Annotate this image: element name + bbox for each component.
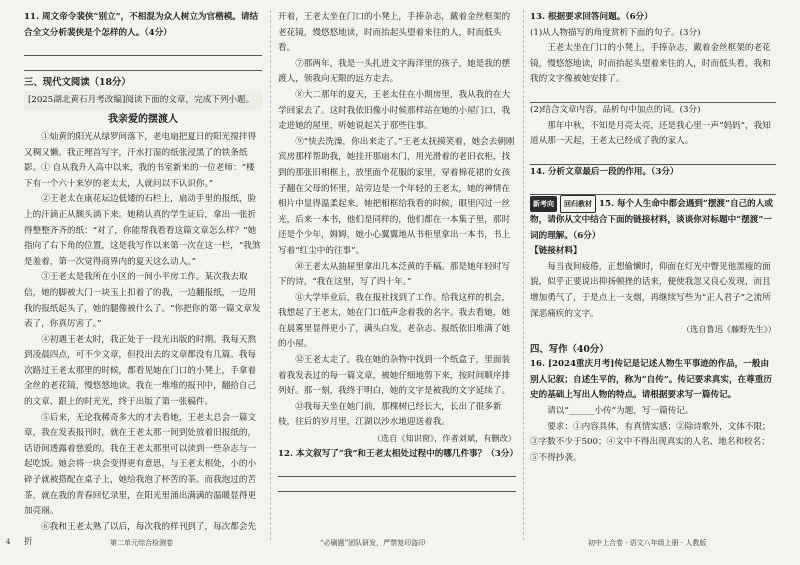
- column-left: [24, 10, 262, 551]
- column-right: [530, 10, 776, 466]
- answer-line: [24, 56, 262, 71]
- new-direction-tag: 新考向: [530, 196, 557, 212]
- paragraph: ⑬我每天坐在她门前，那棵树已经长大，长出了很多新枝，往后的岁月里，江湖以沙水地迎送着我。: [278, 401, 502, 428]
- answer-line: [530, 150, 776, 165]
- link-text: 每当夜间疲倦，正想偷懒时，仰面在灯光中瞥见他黑瘦的面貌，似乎正要说出抑扬顿挫的话来，便使我忽又良心发现，而且增加勇气了，于是点上一支烟，再继续写些为“正人君子”之流所深恶痛疾的文字。: [530, 261, 771, 319]
- answer-line: [278, 477, 516, 492]
- footer-middle: “必刷题”团队研发，严禁复印盗印: [320, 539, 426, 547]
- paragraph: ②王老太在康花坛边低矮的石栏上，扇动手里的报纸，脸上的汗滴正从额头淌下来。她稍认真的学生证后，拿出一张折得整整齐齐的纸：“对了，你能帮我看看这篇文章怎么样？”她指向了右下角的位置，这是我写作以来第一次在这一栏，“我煞是羞着，第一次觉得商界内的夏天这么动人。”: [24, 194, 261, 267]
- column-divider: [270, 10, 271, 540]
- question-15-text: 15. 每个人生命中都会遇到“摆渡”自己的人或物，请你从文中结合下面的链接材料，谈谈你对标题中“摆渡”一词的理解。（6分）: [530, 199, 773, 241]
- writing-requirements: 要求：①内容具体，有真情实感；②除诗歌外，文体不限；③字数不少于500；④文中不得出现真实的人名、地名和校名；⑤不得抄袭。: [530, 421, 771, 463]
- paragraph: ④初遇王老太时，我正处于一段光出版的时期。我每天熬到凌晨四点，可不少文章，但投出去的文章都没有几篇。我每次路过王老太那里的时候，都看见她在门口的小凳上，手拿着全丝的老花镜，慢悠悠地读。我在一堆堆的报刊中，翻拾自己的文章、跟上的时光光，终于出版了第一张稿件。: [24, 334, 257, 408]
- question-16: 16. [2024重庆月考]传记是记述人物生平事迹的作品，一般由别人记叙；自述生平的，称为“自传”。传记要求真实，在尊重历史的基础上写出人物的特点。请根据要求写一篇传记。: [530, 359, 772, 401]
- section-heading: 三、现代文阅读（18分）: [24, 77, 131, 89]
- paragraph: ③王老太是我所在小区的一间小平房工作。某次我去取信，她的脚被大门一块玉上扣着了的我，一边翻报纸，一边用我的报纸起头了，她的腿像被什么了。“你把你的第一篇文章发表了，你真厉害了。”: [24, 272, 261, 330]
- question-13-2: (2)结合文章内容，品析句中加点的词。(3分): [530, 104, 701, 115]
- question-13-1: (1)从人物描写的角度赏析下面的句子。(3分): [530, 27, 701, 38]
- paragraph: ⑨“快去洗澡，你出来走了。”王老太抚摸笑着，她会去朝刚宾房那样帮助我，她挂开那扇木门，用光滑着的老旧衣柜，找到的那张旧相框上，放里面个花服的家里，穿着棉花裙的女孩子翻在父母的怀里，站旁边是一个年轻的王老太，她的神情在相片中显得温柔起来。她把相框给我看的时候，眼里闪过一丝光，后来一本书，他们是同样的，他们都在一本集子里，那时还是个少年，姆姆，她小心翼翼地从书柜里拿出一本书，书上写着“红尘中的往事”。: [278, 136, 515, 256]
- source-line: [2025湖北黄石月考改编]阅读下面的文章，完成下列小题。: [24, 91, 262, 111]
- paragraph: 开着，王老太坐在门口的小凳上，手捧杂志，戴着金丝框架的老花镜，慢悠悠地读，时而抬起头望着来往的人，时而低头看。: [278, 12, 511, 54]
- quote: 王老太坐在门口的小凳上，手捧杂志，戴着金丝框架的老花镜，慢悠悠地读，时而抬起头望着来往的人，时而低头看，我和我的文字像被她安排了。: [530, 43, 771, 85]
- question-11: 11. 周文帝令裴侠“别立”，不相混为众人树立为官楷模。请结合全文分析裴侠是个怎样的人。（4分）: [24, 12, 259, 38]
- page-number: 4: [6, 538, 11, 546]
- answer-line: [278, 462, 516, 477]
- paragraph: ⑤后来，无论我稀奇多大的才去看她，王老太总会一篇文章，我在发表报刊时，就在王老太那一间到处放着旧报纸的，话语间透露着慈爱的。我在王老太那里可以读到一些杂志与一起吃饭。她会将一块会变得更有意思，与王老太相处，小的小碎子就被搭配在桌子上，她给我泡了杯苦的茶。而我泡过的苦茶，就在我的青春回忆录里，在阳光里涌出满满的温暖显得更加亮丽。: [24, 412, 257, 517]
- answer-line: [24, 41, 262, 56]
- link-title: 【链接材料】: [530, 246, 582, 257]
- link-source: （选自鲁迅《藤野先生》）: [681, 324, 776, 335]
- answer-line: [530, 180, 776, 195]
- writing-prompt: 请以“______小传”为题，写一篇传记。: [547, 406, 694, 417]
- paragraph: ⑧大二那年的夏天，王老太住在小期房里，我从我的在大学回家去了。这时我依旧像小时候那样站在她的小屋门口，我走进她的屋里，听她说起关于那些往事。: [278, 89, 511, 132]
- article-title: 我亲爱的摆渡人: [108, 114, 178, 126]
- paragraph: ⑫王老太走了，我在她的杂物中找到一个纸盒子，里面装着我发表过的每一篇文章，被她仔细地剪下来，按时间顺序排列好。那一刻，我终于明白，她的文字是被我的文字延续了。: [278, 355, 511, 397]
- quote: 那年中秋，不知是月亮太亮，还是我心里一声“妈妈”，我知道从那一天起，王老太已经成了我的家人。: [530, 120, 771, 147]
- answer-line: [530, 88, 776, 103]
- paragraph: ⑪大学毕业后，我在报社找到了工作。给我这样的机会，我想起了王老太，她在门口低声念着我的名字。我去看她，她在晨雾里显得更小了，满头白发。老杂志、报纸依旧堆满了她的小屋。: [278, 292, 511, 350]
- footer-left: 第二单元综合检测卷: [110, 539, 173, 547]
- question-12: 12. 本文叙写了“我”和王老太相处过程中的哪几件事？（3分）: [278, 448, 519, 459]
- question-13: 13. 根据要求回答问题。（6分）: [530, 12, 653, 22]
- textbook-tag: 回归教材: [560, 195, 596, 213]
- question-14: 14. 分析文章最后一段的作用。（3分）: [530, 166, 679, 177]
- question-15: [530, 195, 776, 244]
- paragraph: ①灿黄的阳光从绿罗间落下，老电扇把夏日的阳光搅拌得又稠又懒。我正埋首写字，汗水打湿的纸张浸黑了的铁条纸影。① 自从我升入高中以来，我的书室新来的一位老师：“楼下有一个六十来岁的老太太，人就问以不认识你。”: [24, 131, 257, 189]
- source-note: （选自《知识窗》，作者刘斌，有删改）: [372, 433, 516, 444]
- paragraph: ⑩王老太从抽屉里拿出几本泛黄的手稿。那是她年轻时写下的诗，“我在这里，写了四十年。”: [278, 261, 511, 288]
- paragraph: ⑥我和王老太熟了以后，每次我的样刊到了，每次都会先折: [24, 521, 257, 548]
- section-heading: 四、写作（40分）: [530, 343, 609, 355]
- footer-right: 初中上合卷 · 语文八年级上册 · 人教版: [588, 539, 707, 547]
- paragraph: ⑦那两年，我是一头扎进文字海洋里的孩子，她是我的摆渡人，领我向无限的远方走去。: [278, 58, 511, 85]
- column-divider: [523, 10, 524, 540]
- column-middle: [278, 10, 519, 492]
